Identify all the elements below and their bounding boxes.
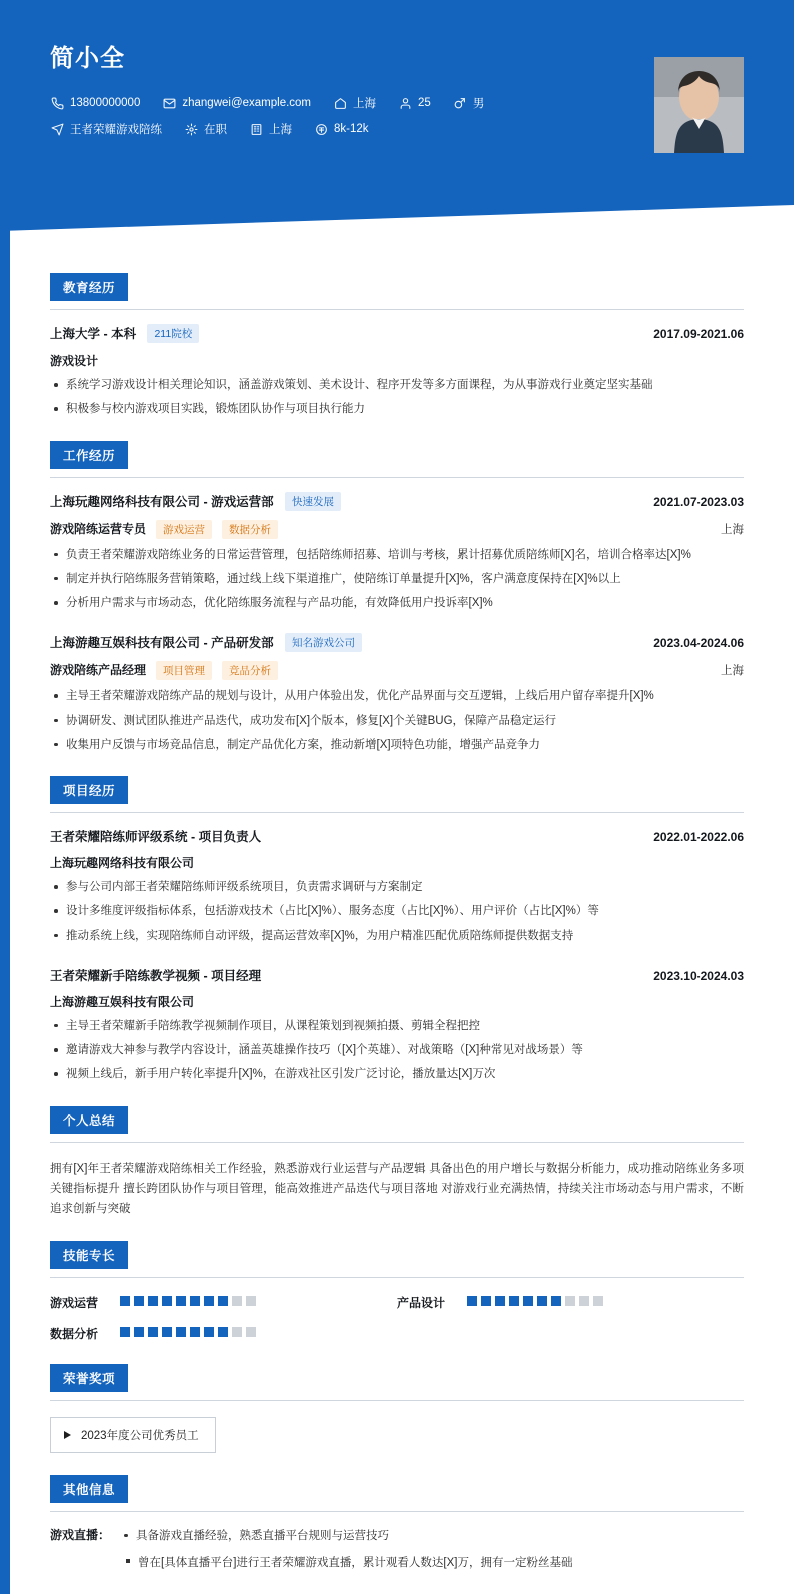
contact-email (162, 96, 311, 110)
skill-square (120, 1296, 130, 1306)
entry-subleft (50, 661, 278, 680)
list-item: 视频上线后，新手用户转化率提升[X]%，在游戏社区引发广泛讨论，播放量达[X]万次 (50, 1066, 744, 1083)
section-skills (50, 1241, 744, 1342)
entry-bullets (50, 688, 744, 754)
skill-square (204, 1327, 214, 1337)
entry-date: 2022.01-2022.06 (653, 830, 744, 844)
section-title-education: 教育经历 (50, 273, 128, 301)
work-entry (50, 478, 744, 613)
entry-title-wrap (50, 827, 261, 845)
skill-item-1 (397, 1294, 744, 1311)
contact-work-city-text: 上海 (269, 124, 292, 136)
skill-square (190, 1296, 200, 1306)
entry-date: 2023.04-2024.06 (653, 636, 744, 651)
list-item: 积极参与校内游戏项目实践，锻炼团队协作与项目执行能力 (50, 401, 744, 418)
other-label: 游戏直播： (50, 1527, 111, 1542)
send-icon (50, 122, 64, 136)
entry-head (50, 827, 744, 845)
section-title-project: 项目经历 (50, 776, 128, 804)
entry-tag: 知名游戏公司 (285, 633, 362, 652)
entry-date: 2017.09-2021.06 (653, 327, 744, 341)
project-entry (50, 952, 744, 1084)
entry-location: 上海 (721, 665, 744, 678)
entry-title: 上海玩趣网络科技有限公司 - 游戏运营部 (50, 494, 274, 509)
resume-body (0, 205, 794, 1594)
section-header-work (50, 441, 744, 469)
entry-location: 上海 (721, 523, 744, 536)
entry-subrow (50, 993, 744, 1010)
entry-subleft (50, 854, 194, 871)
divider (50, 1511, 744, 1512)
entry-bullets (50, 377, 744, 419)
skill-item-2 (50, 1325, 397, 1342)
entry-title: 王者荣耀陪练师评级系统 - 项目负责人 (50, 830, 262, 844)
entry-company: 上海游趣互娱科技有限公司 (50, 994, 195, 1009)
skill-square (537, 1296, 547, 1306)
resume-header (0, 0, 794, 205)
left-accent-bar (0, 0, 10, 1594)
contact-row-1 (50, 95, 630, 111)
section-summary (50, 1106, 744, 1219)
entry-subleft (50, 352, 98, 369)
list-item: 负责王者荣耀游戏陪练业务的日常运营管理，包括陪练师招募、培训与考核，累计招募优质陪练师[X]名，培训合格率达[X]% (50, 547, 744, 564)
skill-square (232, 1296, 242, 1306)
skill-square (467, 1296, 477, 1306)
skill-label: 产品设计 (397, 1295, 446, 1310)
contact-age (398, 96, 431, 110)
skill-label: 数据分析 (50, 1326, 99, 1341)
entry-title: 上海游趣互娱科技有限公司 - 产品研发部 (50, 636, 274, 651)
other-item (50, 1526, 744, 1570)
summary-text: 拥有[X]年王者荣耀游戏陪练相关工作经验，熟悉游戏行业运营与产品逻辑 具备出色的用户增长与数据分析能力，成功推动陪练业务多项关键指标提升 擅长跨团队协作与项目管理，能高效推进产品迭代与项目落地 对游戏行业充满热情，持续关注市场动态与用户需求，不断追求创新与突破 (50, 1162, 744, 1215)
section-project (50, 776, 744, 1084)
skill-square (218, 1327, 228, 1337)
skill-square (176, 1327, 186, 1337)
divider (50, 1142, 744, 1143)
entry-subleft (50, 993, 194, 1010)
entry-title-wrap (50, 324, 199, 343)
entry-bullets (50, 1018, 744, 1084)
skill-square (593, 1296, 603, 1306)
entry-skill-tag: 数据分析 (222, 520, 278, 539)
other-bullet: 具备游戏直播经验，熟悉直播平台规则与运营技巧 (120, 1528, 389, 1545)
section-header-education (50, 273, 744, 301)
entry-subrow (50, 352, 744, 369)
section-education (50, 273, 744, 419)
entry-title: 王者荣耀新手陪练教学视频 - 项目经理 (50, 968, 262, 983)
skill-square (218, 1296, 228, 1306)
list-item: 系统学习游戏设计相关理论知识，涵盖游戏策划、美术设计、程序开发等多方面课程，为从事游戏行业奠定坚实基础 (50, 377, 744, 394)
education-entry (50, 310, 744, 419)
section-title-summary: 个人总结 (50, 1106, 128, 1134)
list-item: 收集用户反馈与市场竞品信息，制定产品优化方案，推动新增[X]项特色功能，增强产品竞争力 (50, 737, 744, 754)
entry-role: 游戏陪练运营专员 (50, 521, 147, 536)
entry-subrow (50, 854, 744, 871)
list-item: 推动系统上线，实现陪练师自动评级，提高运营效率[X]%，为用户精准匹配优质陪练师提供数据支持 (50, 928, 744, 945)
contact-work-city (249, 121, 292, 137)
contact-salary (314, 122, 369, 136)
list-item: 设计多维度评级指标体系，包括游戏技术（占比[X]%）、服务态度（占比[X]%）、用户评价（占比[X]%）等 (50, 903, 744, 920)
contact-phone-text: 13800000000 (70, 97, 141, 109)
list-item: 邀请游戏大神参与教学内容设计，涵盖英雄操作技巧（[X]个英雄）、对战策略（[X]种常见对战场景）等 (50, 1042, 744, 1059)
skill-item-0 (50, 1294, 397, 1311)
mail-icon (162, 96, 176, 110)
skill-square (481, 1296, 491, 1306)
skill-meter (120, 1326, 260, 1340)
entry-subrow (50, 520, 744, 539)
entry-title-wrap (50, 633, 362, 652)
contact-email-text: zhangwei@example.com (182, 97, 312, 109)
header-info (50, 38, 630, 137)
section-title-other: 其他信息 (50, 1475, 128, 1503)
section-header-skills (50, 1241, 744, 1269)
skills-grid (50, 1294, 744, 1342)
other-sub-bullet: 曾在[具体直播平台]进行王者荣耀游戏直播，累计观看人数达[X]万，拥有一定粉丝基础 (122, 1554, 744, 1570)
entry-major: 游戏设计 (50, 354, 99, 368)
entry-tag: 211院校 (147, 324, 199, 343)
skill-row (50, 1294, 744, 1311)
list-item: 协调研发、测试团队推进产品迭代，成功发布[X]个版本，修复[X]个关键BUG，保障产品稳定运行 (50, 713, 744, 730)
play-triangle-icon (64, 1431, 71, 1439)
status-icon (184, 122, 198, 136)
entry-title: 上海大学 - 本科 (50, 327, 137, 341)
contact-city-text: 上海 (353, 98, 377, 110)
skill-square (134, 1327, 144, 1337)
divider (50, 1277, 744, 1278)
entry-head (50, 324, 744, 343)
entry-tag: 快速发展 (285, 492, 341, 511)
skill-meter (467, 1295, 607, 1309)
entry-bullets (50, 879, 744, 945)
honor-item[interactable] (50, 1417, 216, 1453)
skill-square (579, 1296, 589, 1306)
section-header-project (50, 776, 744, 804)
other-line (50, 1526, 744, 1545)
skill-square (176, 1296, 186, 1306)
skill-square (204, 1296, 214, 1306)
entry-company: 上海玩趣网络科技有限公司 (50, 856, 195, 870)
skill-square (551, 1296, 561, 1306)
skill-square (509, 1296, 519, 1306)
skill-square (232, 1327, 242, 1337)
divider (50, 1400, 744, 1401)
entry-bullets (50, 547, 744, 613)
entry-subleft (50, 520, 278, 539)
entry-title-wrap (50, 492, 341, 511)
contact-city (333, 95, 376, 111)
skill-square (148, 1296, 158, 1306)
entry-title-wrap (50, 966, 261, 984)
contact-gender (453, 95, 485, 111)
section-header-other (50, 1475, 744, 1503)
contact-row-2 (50, 121, 630, 137)
entry-subrow (50, 661, 744, 680)
skill-row (50, 1325, 744, 1342)
skill-square (162, 1327, 172, 1337)
contact-status-text: 在职 (204, 124, 227, 136)
entry-head (50, 492, 744, 511)
section-title-skills: 技能专长 (50, 1241, 128, 1269)
list-item: 分析用户需求与市场动态，优化陪练服务流程与产品功能，有效降低用户投诉率[X]% (50, 595, 744, 612)
skill-square (246, 1296, 256, 1306)
entry-date: 2023.10-2024.03 (653, 968, 744, 983)
section-honors (50, 1364, 744, 1453)
list-item: 主导王者荣耀新手陪练教学视频制作项目，从课程策划到视频拍摄、剪辑全程把控 (50, 1018, 744, 1035)
list-item: 制定并执行陪练服务营销策略，通过线上线下渠道推广，使陪练订单量提升[X]%，客户满意度保持在[X]%以上 (50, 571, 744, 588)
section-title-honors: 荣誉奖项 (50, 1364, 128, 1392)
skill-square (495, 1296, 505, 1306)
contact-phone (50, 96, 140, 110)
skill-square (162, 1296, 172, 1306)
section-title-work: 工作经历 (50, 441, 128, 469)
section-header-summary (50, 1106, 744, 1134)
location-icon (249, 122, 263, 136)
page-title: 简小全 (50, 45, 125, 72)
entry-date: 2021.07-2023.03 (653, 494, 744, 509)
skill-square (134, 1296, 144, 1306)
contact-age-text: 25 (418, 97, 431, 109)
skill-square (120, 1327, 130, 1337)
work-entry (50, 619, 744, 754)
entry-head (50, 633, 744, 652)
entry-role: 游戏陪练产品经理 (50, 663, 147, 678)
skill-square (565, 1296, 575, 1306)
contact-position-text: 王者荣耀游戏陪练 (70, 124, 162, 136)
skill-square (523, 1296, 533, 1306)
skill-square (246, 1327, 256, 1337)
list-item: 参与公司内部王者荣耀陪练师评级系统项目，负责需求调研与方案制定 (50, 879, 744, 896)
project-entry (50, 813, 744, 945)
contact-salary-text: 8k-12k (334, 123, 369, 135)
honor-label: 2023年度公司优秀员工 (81, 1429, 199, 1442)
salary-icon (314, 122, 328, 136)
section-header-honors (50, 1364, 744, 1392)
user-icon (398, 96, 412, 110)
skill-square (190, 1327, 200, 1337)
skill-label: 游戏运营 (50, 1295, 99, 1310)
contact-gender-text: 男 (472, 98, 485, 110)
section-other (50, 1475, 744, 1570)
phone-icon (50, 96, 64, 110)
entry-skill-tag: 竞品分析 (222, 661, 278, 680)
entry-skill-tag: 游戏运营 (156, 520, 212, 539)
header-wedge (0, 205, 794, 231)
entry-head (50, 966, 744, 984)
skill-meter (120, 1295, 260, 1309)
gender-icon (453, 96, 467, 110)
skill-item-empty (397, 1325, 744, 1342)
entry-skill-tag: 项目管理 (156, 661, 212, 680)
avatar (654, 57, 744, 153)
contact-position (50, 121, 162, 137)
section-work (50, 441, 744, 755)
contact-status (184, 121, 227, 137)
list-item: 主导王者荣耀游戏陪练产品的规划与设计，从用户体验出发，优化产品界面与交互逻辑，上线后用户留存率提升[X]% (50, 688, 744, 705)
skill-square (148, 1327, 158, 1337)
home-icon (333, 96, 347, 110)
